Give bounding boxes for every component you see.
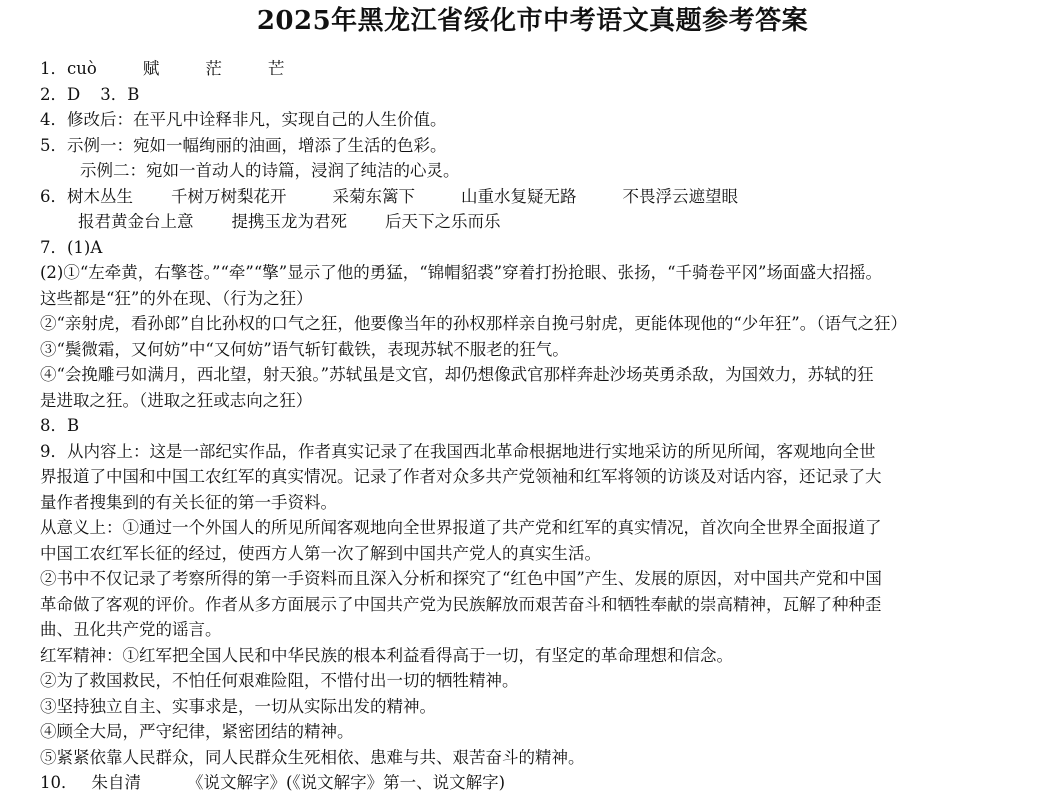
q6-item: 后天下之乐而乐 xyxy=(385,212,501,231)
answer-q9-line: ④顾全大局，严守纪律，紧密团结的精神。 xyxy=(40,722,354,741)
q10-number: 10． xyxy=(40,773,78,792)
answer-q9-line: 中国工农红军长征的经过，使西方人第一次了解到中国共产党人的真实生活。 xyxy=(40,543,601,563)
answer-q9-line: ②书中不仅记录了考察所得的第一手资料而且深入分析和探究了“红色中国”产生、发展的原因，对中国共产党和中国 xyxy=(40,569,882,588)
q6-item: 树木丛生 xyxy=(67,186,133,206)
answer-q9-line: 界报道了中国和中国工农红军的真实情况。记录了作者对众多共产党领袖和红军将领的访谈及对话内容，还记录了大 xyxy=(40,467,882,486)
q2-answer: D xyxy=(67,84,81,104)
answer-q2-q3 xyxy=(40,82,1025,108)
q6-item: 提携玉龙为君死 xyxy=(231,212,347,231)
q1-answer-d: 芒 xyxy=(267,59,285,78)
answer-q9-line: ②为了救国救民，不怕任何艰难险阻，不惜付出一切的牺牲精神。 xyxy=(40,671,519,690)
q6-item: 山重水复疑无路 xyxy=(461,186,577,206)
q6-item: 千树万树梨花开 xyxy=(171,186,287,206)
q2-number: 2． xyxy=(40,84,67,104)
answer-q9-line: 从意义上：①通过一个外国人的所见所闻客观地向全世界报道了共产党和红军的真实情况，首次向全世界全面报道了 xyxy=(40,518,882,537)
answer-q7-line: ③“鬓微霜，又何妨”中“又何妨”语气斩钉截铁，表现苏轼不服老的狂气。 xyxy=(40,339,569,359)
answer-q8: 8．B xyxy=(40,416,80,435)
q10-answer-a: 朱自清 xyxy=(91,773,141,792)
answer-q5-example2: 示例二：宛如一首动人的诗篇，浸润了纯洁的心灵。 xyxy=(80,161,460,180)
q3-answer: B xyxy=(127,84,140,104)
answer-q7-line: 是进取之狂。（进取之狂或志向之狂） xyxy=(40,390,313,410)
q6-number: 6． xyxy=(40,186,67,206)
q1-number: 1． xyxy=(40,59,67,78)
document-title: 2025年黑龙江省绥化市中考语文真题参考答案 xyxy=(256,6,809,36)
answer-q6-row1 xyxy=(40,184,1025,210)
answer-q9-line: 量作者搜集到的有关长征的第一手资料。 xyxy=(40,492,337,512)
answer-q1 xyxy=(40,56,1025,82)
answer-list xyxy=(40,56,1025,796)
answer-q9-line: 9．从内容上：这是一部纪实作品，作者真实记录了在我国西北革命根据地进行实地采访的所见所闻，客观地向全世 xyxy=(40,441,876,461)
answer-q9-line: ③坚持独立自主、实事求是，一切从实际出发的精神。 xyxy=(40,696,436,716)
answer-q7-line: ②“亲射虎，看孙郎”自比孙权的口气之狂，他要像当年的孙权那样亲自挽弓射虎，更能体现他的“少年狂”。（语气之狂） xyxy=(40,314,907,333)
answer-q9-line: ⑤紧紧依靠人民群众，同人民群众生死相依、患难与共、艰苦奋斗的精神。 xyxy=(40,747,585,767)
q6-item: 采菊东篱下 xyxy=(332,186,415,206)
q1-answer-c: 茫 xyxy=(205,59,222,78)
answer-q9-line: 曲、丑化共产党的谣言。 xyxy=(40,620,222,639)
answer-q7-line: 这些都是“狂”的外在现、（行为之狂） xyxy=(40,288,313,308)
answer-q6-row2 xyxy=(40,209,1025,235)
answer-q4: 4．修改后：在平凡中诠释非凡，实现自己的人生价值。 xyxy=(40,110,447,129)
answer-q10 xyxy=(40,770,1025,796)
q10-answer-b: 《说文解字》(《说文解字》第一、说文解字) xyxy=(187,773,506,792)
q3-number: 3． xyxy=(100,84,128,104)
answer-q7-part1: 7．(1)A xyxy=(40,237,103,257)
q6-item: 不畏浮云遮望眼 xyxy=(622,186,738,206)
q6-item: 报君黄金台上意 xyxy=(78,212,194,231)
q1-answer-a: cuò xyxy=(67,59,97,78)
answer-q9-line: 革命做了客观的评价。作者从多方面展示了中国共产党为民族解放而艰苦奋斗和牺牲奉献的崇高精神，瓦解了种种歪 xyxy=(40,594,882,614)
answer-q7-line: (2)①“左牵黄，右擎苍。”“牵”“擎”显示了他的勇猛，“锦帽貂裘”穿着打扮抢眼、张扬，“千骑卷平冈”场面盛大招摇。 xyxy=(40,263,882,282)
answer-q5-example1: 5．示例一：宛如一幅绚丽的油画，增添了生活的色彩。 xyxy=(40,135,447,155)
answer-q9-line: 红军精神：①红军把全国人民和中华民族的根本利益看得高于一切，有坚定的革命理想和信念。 xyxy=(40,645,733,665)
answer-q7-line: ④“会挽雕弓如满月，西北望，射天狼。”苏轼虽是文官，却仍想像武官那样奔赴沙场英勇杀敌，为国效力，苏轼的狂 xyxy=(40,365,874,384)
q1-answer-b: 赋 xyxy=(142,59,160,78)
answer-document xyxy=(40,0,1025,795)
